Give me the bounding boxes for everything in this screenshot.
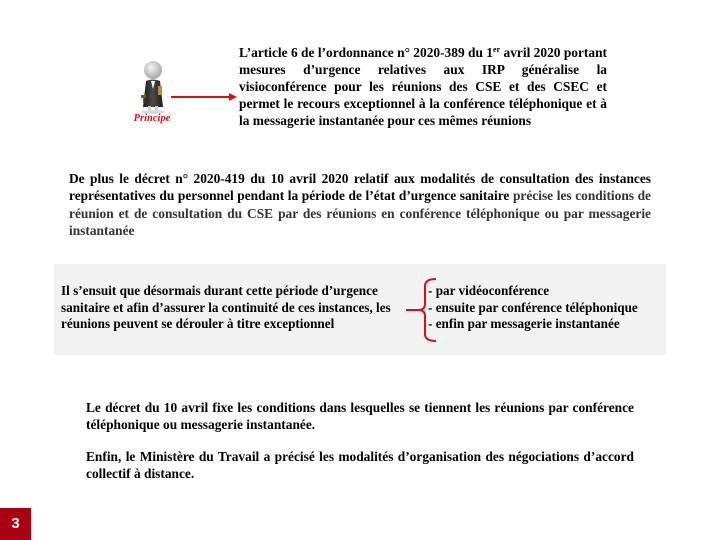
closing-paragraph: Le décret du 10 avril fixe les conditions dans lesquelles se tiennent les réunions par conférence téléphonique ou messagerie instantanée. [86,400,634,432]
judge-figure-icon [138,60,168,114]
principle-label: Principe [133,113,171,124]
meeting-modes-intro [61,283,419,333]
principle-text-part2: avril 2020 portant mesures d’urgence relatives aux IRP généralise la visioconférence pour les réunions des CSE et des CSEC et permet le recours exceptionnel à la conférence téléphonique et à la messagerie instantanée pour ces mêmes réunions [239,45,607,128]
meeting-mode-item: - enfin par messagerie instantanée [428,316,620,331]
meeting-mode-item: - ensuite par conférence téléphonique [428,299,638,315]
closing-paragraphs [86,399,634,497]
meeting-modes-list [428,283,664,333]
page-number: 3 [0,508,31,540]
decree-text-part2: précise les conditions de réunion et de consultation du CSE par des réunions en conférence téléphonique ou par messagerie instantanée [69,188,651,238]
meeting-modes-box [54,264,666,355]
principle-paragraph [239,44,607,129]
intro-line: Il s’ensuit que désormais durant cette période d’urgence [61,283,378,298]
principle-text-superscript: er [493,45,501,54]
closing-paragraph: Enfin, le Ministère du Travail a précisé les modalités d’organisation des négociations d’accord collectif à distance. [86,449,634,481]
principle-text-part1: L’article 6 de l’ordonnance n° 2020-389 du 1 [239,45,494,60]
intro-line: réunions peuvent se dérouler à titre exceptionnel [61,316,335,331]
decree-text-part1: De plus le décret n° 2020-419 du 10 avril 2020 relatif aux modalités de consultation des instances représentatives du personnel pendant la période de l’état d’urgence sanitaire [69,171,651,204]
intro-line: sanitaire et afin d’assurer la continuité de ces instances, les [61,299,391,315]
decree-paragraph [69,170,651,239]
meeting-mode-item: - par vidéoconférence [428,283,550,298]
arrow-right-icon [171,90,237,102]
